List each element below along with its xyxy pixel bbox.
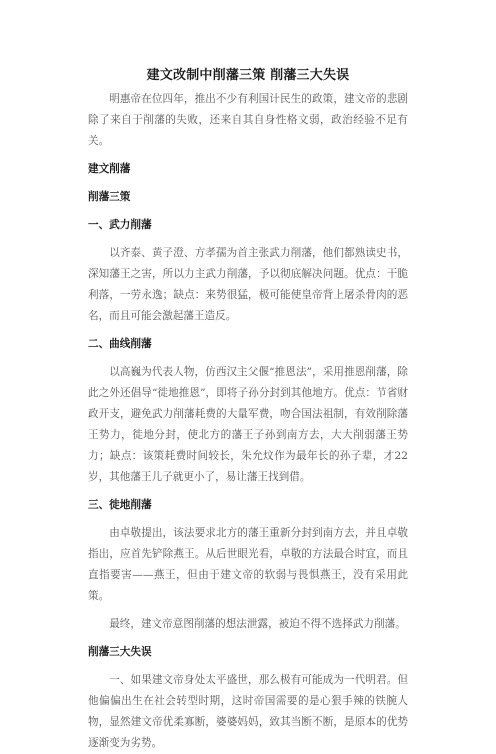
paragraph-curve: 以高巍为代表人物，仿西汉主父偃“推恩法”，采用推恩削藩，除此之外还倡导“徙地推恩”，即将子孙分封到其他地方。优点：节省财政开支，避免武力削藩耗费的大量军费，吻合国法祖制，有效削除藩王势力，徙地分封，使北方的藩王子孙到南方去，大大削弱藩王势力；缺点：该策耗费时间较长，朱允炆作为最年长的孙子辈，才22岁，其他藩王儿子就更小了，易让藩王找到借。	[88, 366, 408, 483]
section-heading-sub: 削藩三策	[88, 191, 131, 203]
paragraph-conclusion: 最终，建文帝意图削藩的想法泄露，被迫不得不选择武力削藩。	[109, 618, 406, 630]
section-heading-main: 建文削藩	[88, 163, 131, 175]
intro-paragraph: 明惠帝在位四年，推出不少有利国计民生的政策，建文帝的悲剧除了来自于削藩的失败，还来自其自身性格文弱，政治经验不足有关。	[88, 93, 408, 147]
paragraph-error-one: 一、如果建文帝身处太平盛世，那么极有可能成为一代明君。但他偏偏出生在社会转型时期，这时帝国需要的是心狠手辣的铁腕人物，显然建文帝优柔寡断，婆婆妈妈，致其当断不断，是原本的优势逐渐变为劣势。	[88, 674, 408, 749]
heading-curve: 二、曲线削藩	[88, 338, 152, 350]
paragraph-force: 以齐泰、黄子澄、方孝孺为首主张武力削藩，他们都熟读史书，深知藩王之害，所以力主武力削藩，予以彻底解决问题。优点：干脆利落，一劳永逸；缺点：来势很猛，极可能使皇帝背上屠杀骨肉的恶名，而且可能会激起藩王造反。	[88, 247, 408, 322]
paragraph-relocate: 由卓敬提出，该法要求北方的藩王重新分封到南方去，并且卓敬指出，应首先铲除燕王。从后世眼光看，卓敬的方法最合时宜，而且直指要害——燕王，但由于建文帝的软弱与畏惧燕王，没有采用此策。	[88, 527, 408, 602]
heading-relocate: 三、徙地削藩	[88, 499, 152, 511]
page-title: 建文改制中削藩三策 削藩三大失误	[146, 68, 350, 83]
heading-force: 一、武力削藩	[88, 219, 152, 231]
section-heading-errors: 削藩三大失误	[88, 646, 152, 658]
